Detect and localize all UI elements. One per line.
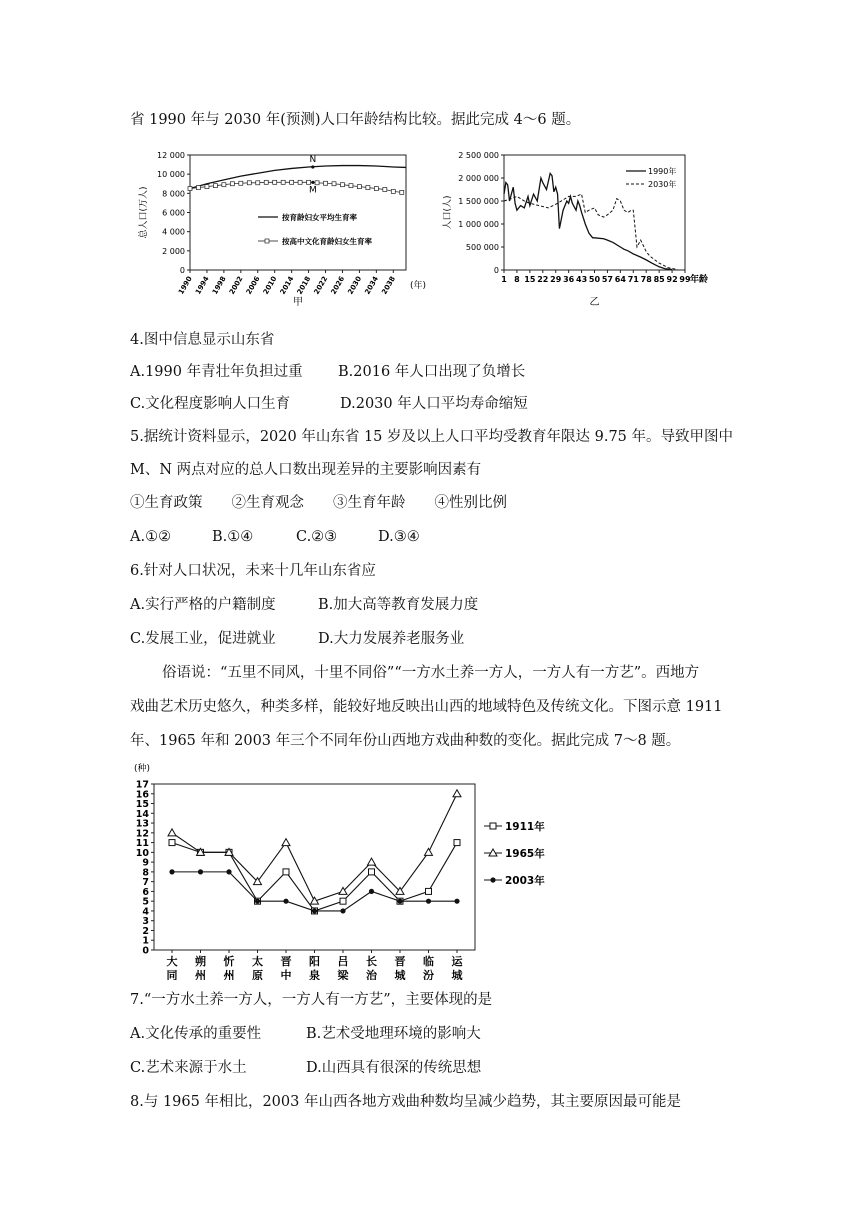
- legend-marker-1911年: [490, 823, 496, 829]
- chart-caption: 甲: [293, 297, 303, 308]
- x-tick-label: 2018: [295, 275, 313, 296]
- series-marker-2: [332, 182, 336, 186]
- x-tick-label: 朔: [195, 955, 206, 968]
- x-tick-label: 2014: [278, 275, 296, 296]
- q4-option-b: B.2016 年人口出现了负增长: [338, 364, 526, 380]
- passage-line1: 俗语说：“五里不同风，十里不同俗”“一方水土养一方人，一方人有一方艺”。西地方: [162, 665, 700, 681]
- x-tick-label: 2030: [346, 275, 364, 296]
- series-marker-2: [298, 180, 302, 184]
- legend-label-2003年: 2003年: [505, 875, 545, 887]
- series-marker-2: [290, 180, 294, 184]
- series-marker-2: [264, 180, 268, 184]
- series-line-1990: [504, 173, 672, 269]
- y-unit: (种): [134, 764, 151, 774]
- x-unit: (年): [410, 281, 427, 291]
- y-tick-label: 16: [135, 789, 149, 801]
- x-tick-label: 92: [666, 275, 678, 284]
- x-tick-label: 2026: [329, 275, 347, 296]
- q6-option-d: D.大力发展养老服务业: [318, 631, 465, 647]
- y-axis-label: 人口(人): [443, 195, 453, 230]
- series-marker-2: [357, 185, 361, 189]
- legend-marker-2: [265, 239, 269, 243]
- series-marker-2: [247, 181, 251, 185]
- question-5-line2: M、N 两点对应的总人口数出现差异的主要影响因素有: [130, 462, 482, 478]
- y-tick-label: 12 000: [157, 151, 185, 160]
- question-5-line1: 5.据统计资料显示，2020 年山东省 15 岁及以上人口平均受教育年限达 9.75 年。导致甲图中: [130, 429, 734, 445]
- x-tick-label: 大: [166, 955, 178, 968]
- x-tick-label: 2022: [312, 275, 330, 296]
- q5-option-a: A.①②: [130, 529, 172, 545]
- x-tick-label: 中: [280, 969, 292, 980]
- marker-2003年: [226, 869, 231, 874]
- marker-1911年: [169, 840, 175, 846]
- x-tick-label: 太: [252, 955, 263, 968]
- series-marker-2: [213, 184, 217, 188]
- x-tick-label: 1990: [177, 275, 194, 296]
- x-tick-label: 同: [166, 969, 178, 980]
- series-line-1965年: [172, 794, 457, 901]
- q6-option-c: C.发展工业，促进就业: [130, 631, 276, 647]
- marker-2003年: [340, 908, 345, 913]
- marker-1911年: [369, 869, 375, 875]
- x-tick-label: 原: [252, 969, 263, 980]
- question-6: 6.针对人口状况，未来十几年山东省应: [130, 563, 376, 579]
- x-tick-label: 长: [366, 955, 377, 968]
- series-marker-2: [340, 183, 344, 187]
- x-tick-label: 忻: [223, 955, 235, 968]
- x-tick-label: 1998: [210, 275, 228, 296]
- annotation-n: N: [309, 154, 317, 165]
- y-tick-label: 10: [135, 847, 149, 859]
- marker-1965年: [453, 790, 461, 797]
- legend-marker-2003年: [490, 877, 495, 882]
- x-tick-label: 1: [501, 275, 507, 284]
- passage-line3: 年、1965 年和 2003 年三个不同年份山西地方戏曲种数的变化。据此完成 7～8 题。: [130, 733, 681, 749]
- chart-caption: 乙: [589, 297, 600, 308]
- marker-2003年: [169, 869, 174, 874]
- marker-2003年: [397, 899, 402, 904]
- marker-1965年: [425, 848, 433, 855]
- y-tick-label: 7: [142, 877, 149, 889]
- x-tick-label: 城: [451, 969, 463, 980]
- x-tick-label: 71: [627, 275, 639, 284]
- x-tick-label: 2002: [227, 275, 245, 296]
- y-tick-label: 0: [493, 266, 499, 275]
- y-tick-label: 17: [135, 779, 149, 791]
- question-7: 7.“一方水土养一方人，一方人有一方艺”，主要体现的是: [130, 992, 493, 1008]
- marker-1965年: [282, 839, 290, 846]
- y-tick-label: 4 000: [162, 227, 185, 237]
- y-tick-label: 12: [135, 828, 149, 840]
- chart-jia: [138, 145, 428, 310]
- series-marker-2: [366, 186, 370, 190]
- chart-opera: [132, 762, 552, 980]
- series-marker-2: [196, 186, 200, 190]
- series-marker-2: [315, 181, 319, 185]
- x-tick-label: 泉: [309, 969, 320, 980]
- q7-option-c: C.艺术来源于水土: [130, 1060, 247, 1076]
- y-tick-label: 1 500 000: [458, 197, 499, 206]
- x-tick-label: 57: [601, 275, 613, 284]
- question-4: 4.图中信息显示山东省: [130, 332, 275, 348]
- series-marker-2: [400, 190, 404, 194]
- x-tick-label: 临: [423, 955, 434, 968]
- passage-line2: 戏曲艺术历史悠久，种类多样，能较好地反映出山西的地域特色及传统文化。下图示意 1911: [130, 699, 723, 715]
- y-tick-label: 3: [142, 916, 149, 928]
- x-tick-label: 晋: [394, 955, 406, 968]
- y-tick-label: 13: [135, 818, 149, 830]
- q7-option-d: D.山西具有很深的传统思想: [306, 1060, 482, 1076]
- legend-label-1965年: 1965年: [505, 848, 545, 860]
- x-tick-label: 85: [653, 275, 665, 284]
- y-tick-label: 0: [179, 266, 185, 275]
- series-marker-2: [307, 180, 311, 184]
- q4-option-a: A.1990 年青壮年负担过重: [130, 364, 303, 380]
- x-tick-label: 78: [640, 275, 652, 284]
- y-tick-label: 14: [135, 808, 149, 820]
- x-tick-label: 治: [366, 969, 377, 980]
- x-tick-label: 1994: [194, 275, 211, 296]
- y-tick-label: 6: [142, 886, 149, 898]
- series-marker-2: [256, 181, 260, 185]
- y-tick-label: 0: [142, 945, 149, 957]
- marker-1911年: [454, 840, 460, 846]
- series-marker-2: [188, 187, 192, 191]
- x-tick-label: 15: [524, 275, 536, 284]
- series-marker-2: [391, 189, 395, 193]
- y-tick-label: 2 000: [162, 246, 185, 256]
- y-tick-label: 5: [142, 896, 149, 908]
- marker-2003年: [454, 899, 459, 904]
- y-tick-label: 8: [142, 867, 149, 879]
- x-tick-label: 22: [537, 275, 549, 284]
- series-marker-2: [230, 182, 234, 186]
- series-marker-2: [239, 181, 243, 185]
- x-tick-label: 运: [451, 955, 463, 968]
- q5-statements: ①生育政策 ②生育观念 ③生育年龄 ④性别比例: [130, 495, 507, 511]
- x-tick-label: 64: [614, 275, 626, 284]
- marker-2003年: [198, 869, 203, 874]
- x-tick-label: 2010: [261, 275, 279, 296]
- q5-option-d: D.③④: [378, 529, 420, 545]
- y-tick-label: 1: [142, 935, 149, 947]
- x-tick-label: 2038: [380, 275, 398, 296]
- x-tick-label: 州: [195, 969, 206, 980]
- x-tick-label: 城: [394, 969, 406, 980]
- marker-1965年: [368, 858, 376, 865]
- x-tick-label: 29: [550, 275, 562, 284]
- legend-label-1: 按育龄妇女平均生育率: [282, 213, 357, 222]
- y-tick-label: 10 000: [157, 170, 185, 180]
- marker-2003年: [283, 899, 288, 904]
- marker-1911年: [426, 888, 432, 894]
- series-line-2003年: [172, 872, 457, 911]
- legend-label-1911年: 1911年: [505, 821, 545, 833]
- y-tick-label: 4: [142, 906, 149, 918]
- q5-option-c: C.②③: [296, 529, 338, 545]
- series-marker-2: [205, 185, 209, 189]
- point-m: [311, 181, 314, 184]
- series-marker-2: [324, 181, 328, 185]
- marker-1911年: [283, 869, 289, 875]
- x-tick-label: 阳: [309, 955, 320, 968]
- q4-option-d: D.2030 年人口平均寿命缩短: [340, 396, 528, 412]
- point-n: [311, 165, 314, 168]
- q7-option-b: B.艺术受地理环境的影响大: [306, 1026, 481, 1042]
- x-tick-label: 36: [563, 275, 575, 284]
- y-tick-label: 8 000: [162, 189, 185, 199]
- series-marker-2: [273, 180, 277, 184]
- x-tick-label: 州: [223, 969, 235, 980]
- legend-label-1990: 1990年: [648, 167, 677, 176]
- y-tick-label: 9: [142, 857, 149, 869]
- x-tick-label: 8: [514, 275, 520, 284]
- x-tick-label: 2006: [244, 275, 262, 296]
- annotation-m: M: [308, 185, 317, 196]
- y-axis-label: 总人口(万人): [139, 186, 149, 239]
- q5-option-b: B.①④: [212, 529, 254, 545]
- x-tick-label: 晋: [280, 955, 292, 968]
- x-tick-label: 43: [576, 275, 588, 284]
- y-tick-label: 6 000: [162, 208, 185, 218]
- q6-option-a: A.实行严格的户籍制度: [130, 597, 276, 613]
- x-tick-label: 吕: [337, 955, 349, 968]
- legend-label-2030: 2030年: [648, 180, 677, 189]
- series-marker-2: [374, 187, 378, 191]
- series-marker-2: [349, 184, 353, 188]
- series-marker-2: [383, 188, 387, 192]
- marker-2003年: [369, 889, 374, 894]
- x-unit: 年龄: [690, 275, 709, 285]
- legend-label-2: 按高中文化育龄妇女生育率: [282, 237, 372, 246]
- x-tick-label: 50: [588, 275, 601, 284]
- y-tick-label: 11: [135, 838, 149, 850]
- y-tick-label: 500 000: [465, 243, 499, 252]
- marker-2003年: [312, 908, 317, 913]
- question-8: 8.与 1965 年相比，2003 年山西各地方戏曲种数均呈减少趋势，其主要原因最可能是: [130, 1094, 681, 1110]
- intro-text: 省 1990 年与 2030 年(预测)人口年龄结构比较。据此完成 4～6 题。: [130, 112, 581, 128]
- y-tick-label: 2 000 000: [458, 174, 499, 183]
- x-tick-label: 汾: [423, 969, 434, 980]
- marker-2003年: [426, 899, 431, 904]
- q4-option-c: C.文化程度影响人口生育: [130, 396, 291, 412]
- chart-yi: [440, 145, 730, 310]
- series-marker-2: [281, 180, 285, 184]
- y-tick-label: 15: [135, 799, 149, 811]
- x-tick-label: 2034: [363, 275, 381, 296]
- x-tick-label: 99: [679, 275, 691, 284]
- plot-frame: [154, 784, 475, 950]
- marker-2003年: [255, 899, 260, 904]
- q6-option-b: B.加大高等教育发展力度: [318, 597, 479, 613]
- series-marker-2: [222, 183, 226, 187]
- y-tick-label: 2: [142, 925, 149, 937]
- marker-1965年: [168, 829, 176, 836]
- y-tick-label: 1 000 000: [458, 220, 499, 229]
- marker-1911年: [340, 898, 346, 904]
- y-tick-label: 2 500 000: [458, 151, 499, 160]
- q7-option-a: A.文化传承的重要性: [130, 1026, 262, 1042]
- x-tick-label: 梁: [337, 969, 349, 980]
